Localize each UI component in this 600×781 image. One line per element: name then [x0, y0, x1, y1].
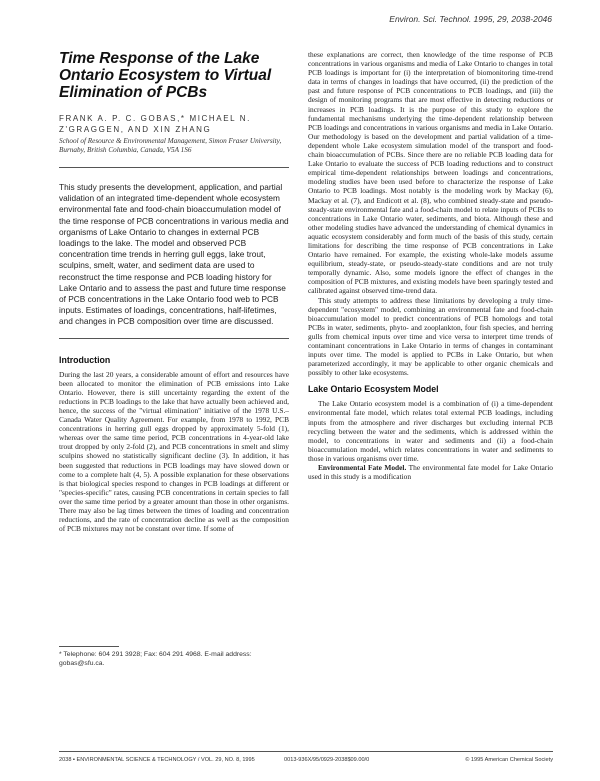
footer-rule [59, 751, 553, 752]
section-heading-model: Lake Ontario Ecosystem Model [308, 384, 439, 395]
footer-journal: 2038 ▪ ENVIRONMENTAL SCIENCE & TECHNOLOGY / VOL. 29, NO. 8, 1995 [59, 757, 255, 763]
abstract: This study presents the development, application, and partial validation of an integrated time-dependent whole ecosystem environmental fate and food-chain bioaccumulation model of the time response of PCB concentrations in various media and organisms of Lake Ontario to changes in external PCB loadings to the lake. The model and observed PCB concentration time trends in herring gull eggs, lake trout, sculpins, smelt, water, and sediment data are used to reconstruct the time response and PCB loading history for Lake Ontario and to assess the past and future time response of PCB concentrations in the Lake Ontario food web to PCB inputs. Estimates of loadings, concentrations, half-lifetimes, and changes in PCB composition over time are discussed. [59, 182, 289, 327]
body-paragraph: This study attempts to address these limitations by developing a truly time-dependent "ecosystem" model, combining an environmental fate and food-chain bioaccumulation model to predict concentrations of PCB homologs and total PCBs in water, sediments, phyto- and zooplankton, four fish species, and herring gulls from chemical inputs over time and vice versa to interpret time trends of contaminant concentrations in Lake Ontario in terms of changes in contaminant inputs over time. The model is applied to PCBs in Lake Ontario, but when parameterized accordingly, it may be applicable to other organic chemicals and possibly to other lake ecosystems. [308, 295, 553, 378]
footnote: * Telephone: 604 291 3928; Fax: 604 291 4968. E-mail address: gobas@sfu.ca. [59, 651, 252, 667]
section-heading-introduction: Introduction [59, 354, 111, 365]
left-column [59, 50, 289, 533]
author-list: FRANK A. P. C. GOBAS,* MICHAEL N. Z'GRAGGEN, AND XIN ZHANG [59, 114, 251, 134]
footer-doi: 0013-936X/95/0929-2038$09.00/0 [284, 757, 370, 763]
right-column [308, 50, 553, 481]
model-text: The Lake Ontario ecosystem model is a combination of (i) a time-dependent environmental fate model, which relates total external PCB loadings, including inputs from the atmosphere and river discharges but excluding internal PCB recycling between the water and the sediments, which is addressed within the model, to concentrations in water and sediments and (ii) a food-chain bioaccumulation model, which relates concentrations in water and sediments to those in various organisms over time. [308, 399, 553, 463]
footer-copyright: © 1995 American Chemical Society [465, 757, 553, 763]
body-paragraph: these explanations are correct, then knowledge of the time response of PCB concentrations in various organisms and media of Lake Ontario to changes in total PCB loadings is important for (i) the interpretation of biomonitoring time-trend data in terms of changes in loadings that have occurred, (ii) the prediction of the past and future response of PCB concentrations to PCB loadings, and (iii) the design of monitoring programs that are most effective in detecting reductions or increases in PCB loadings. It is the purpose of this study to explore the fundamental mechanisms underlying the time-dependent relationship between PCB loadings and concentrations in various organisms and media in Lake Ontario. Our methodology is based on the development and partial validation of a time-dependent whole Lake ecosystem simulation model of the transport and food-chain bioaccumulation of PCBs. Since there are no reliable PCB loading data for Lake Ontario to evaluate the success of PCB loading reductions and to construct empirical time-dependent relationships between loadings and concentrations, modeling studies have been used before to characterize the response of Lake Ontario to PCB loadings. Most notably is the modeling work by Mackay (6), Mackay et al. (7), and Endicott et al. (8), who combined steady-state and pseudo-steady-state environmental fate and a food-chain model to relate inputs of PCBs to concentrations in Lake Ontario water, sediments, and biota. Although these and other modeling studies have advanced the understanding of chemical dynamics in aquatic ecosystem considerably and form much of the basis of this study, certain limitations for describing the time response of PCB concentrations in Lake Ontario have remained. For example, the existing whole-lake models assume equilibrium, steady-state, or pseudo-steady-state conditions and are not truly temporally dynamic. Also, some models ignore the effect of changes in the composition of PCB mixtures, and existing models have been sparingly tested and calibrated against observed time-trend data. [308, 50, 553, 296]
footnote-rule [59, 646, 119, 647]
divider [59, 338, 289, 339]
fate-model-paragraph [308, 463, 553, 481]
affiliation: School of Resource & Environmental Management, Simon Fraser University, Burnaby, British Columbia, Canada, V5A 1S6 [59, 137, 282, 154]
divider [59, 167, 289, 168]
run-in-heading: Environmental Fate Model. [318, 463, 407, 473]
fate-model-text: The environmental fate model for Lake Ontario used in this study is a modification [308, 463, 553, 482]
article-title: Time Response of the Lake Ontario Ecosystem to Virtual Elimination of PCBs [59, 50, 272, 101]
page-footer [59, 751, 553, 763]
introduction-text: During the last 20 years, a considerable amount of effort and resources have been allocated to monitor the elimination of PCB emissions into Lake Ontario. However, there is still uncertainty regarding the extent of the reductions in PCB loadings to the lake that have actually been achieved and, hence, the success of the "virtual elimination" initiative of the 1978 U.S.–Canada Water Quality Agreement. For example, from 1978 to 1992, PCB concentrations in herring gull eggs dropped by approximately 5-fold (1), whereas over the same time period, PCB concentrations in 4-year-old lake trout dropped by only 2-fold (2), and PCB concentrations in smelt and slimy sculpins showed no statistically significant decline (3). In addition, it has been suggested that reductions in PCB loadings may have slowed down or come to a complete halt (4, 5). A possible explanation for these observations is that biological species respond to changes in PCB loadings at different or "species-specific" rates, causing PCB concentrations in certain species to fall over the same time period by a greater amount than those in other organisms. There may also be lag times between the times of loading and concentration reductions, and the rate of concentration decline as well as the composition of PCB mixtures may not be constant over time. If some of [59, 369, 289, 534]
running-header: Environ. Sci. Technol. 1995, 29, 2038-2046 [389, 14, 552, 24]
